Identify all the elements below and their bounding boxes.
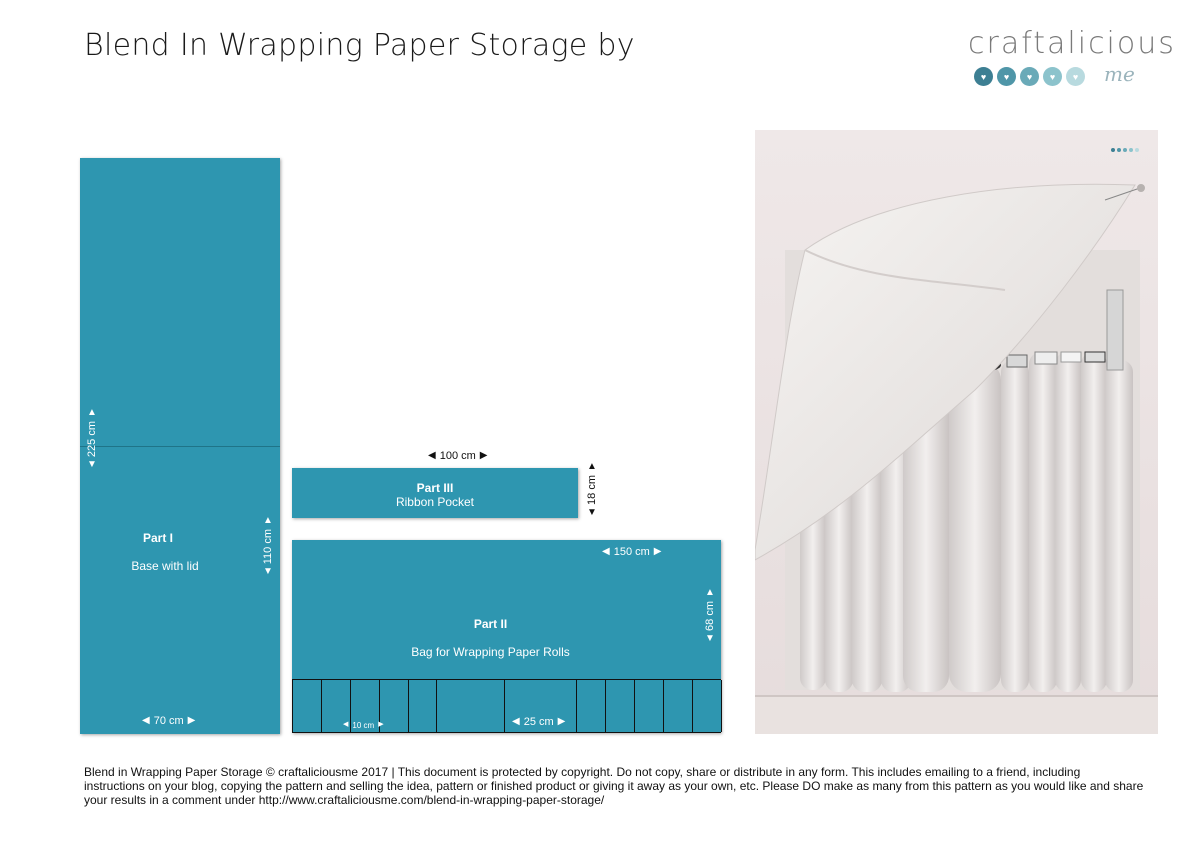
logo-sub: me — [1104, 62, 1135, 86]
pocket-small — [409, 680, 437, 732]
arrow-up-icon: ▲ — [263, 515, 273, 526]
part-2-height-label: 68 cm — [704, 601, 716, 631]
arrow-right-icon: ▶ — [479, 450, 488, 461]
part-2-width-label: 150 cm — [613, 546, 650, 558]
arrow-left-icon: ◀ — [602, 546, 610, 557]
arrow-down-icon: ▼ — [263, 566, 273, 578]
arrow-right-icon: ▶ — [378, 721, 384, 728]
part-3-name: Part III — [416, 481, 454, 495]
brand-logo — [968, 26, 1176, 96]
small-pocket-dimension — [343, 720, 384, 730]
part-3-height-label: 18 cm — [586, 475, 598, 505]
arrow-down-icon: ▼ — [705, 632, 715, 644]
part-1-width-dimension — [142, 715, 195, 727]
part-1-desc: Base with lid — [131, 559, 199, 573]
part-2-desc: Bag for Wrapping Paper Rolls — [411, 645, 570, 659]
part-1-height-label: 225 cm — [86, 421, 98, 458]
pocket-strip — [292, 679, 721, 733]
fold-line — [80, 446, 280, 447]
arrow-down-icon: ▼ — [87, 459, 97, 471]
part-1-fold-label: 110 cm — [262, 529, 274, 565]
product-photo-illustration — [755, 130, 1158, 734]
part-3-width-label: 100 cm — [439, 450, 476, 462]
pocket-small — [293, 680, 322, 732]
part-2-name: Part II — [473, 617, 508, 631]
arrow-right-icon: ▶ — [557, 716, 566, 727]
arrow-left-icon: ◀ — [142, 715, 150, 726]
pocket-small — [693, 680, 722, 732]
copyright-footer: Blend in Wrapping Paper Storage © craftaliciousme 2017 | This document is protected by copyright. Do not copy, share or distribute in any form. This includes emailing to a friend, including instructions on your blog, copying the pattern and selling the idea, pattern or finished product or giving it away as your own, etc. Please DO make as many from this pattern as you would like and share your results in a comment under http://www.craftaliciousme.com/blend-in-wrapping-paper-storage/ — [84, 765, 1144, 807]
heart-icon: ♥ — [1066, 67, 1085, 86]
pocket-small — [664, 680, 693, 732]
part-2-width-dimension — [602, 546, 661, 558]
part-2-height-dimension — [704, 588, 716, 644]
arrow-up-icon: ▲ — [587, 461, 597, 472]
part-1-fold-dimension — [262, 516, 274, 577]
pocket-large — [437, 680, 505, 732]
pocket-small — [577, 680, 606, 732]
part-1-panel — [80, 158, 280, 734]
arrow-left-icon: ◀ — [512, 716, 520, 727]
part-1-width-label: 70 cm — [153, 715, 184, 727]
logo-wordmark: craftalicious — [968, 26, 1176, 61]
part-1-height-dimension — [86, 408, 98, 470]
part-3-height-dimension — [586, 462, 598, 518]
arrow-down-icon: ▼ — [587, 506, 597, 518]
large-pocket-label: 25 cm — [523, 716, 554, 728]
large-pocket-dimension — [512, 716, 565, 728]
page-title: Blend In Wrapping Paper Storage by — [84, 28, 635, 63]
heart-icon: ♥ — [1020, 67, 1039, 86]
part-3-panel — [292, 468, 578, 518]
pocket-small — [635, 680, 664, 732]
logo-dots — [974, 67, 1085, 86]
heart-icon: ♥ — [1043, 67, 1062, 86]
part-3-desc: Ribbon Pocket — [395, 495, 475, 509]
product-photo — [755, 130, 1158, 734]
part-3-width-dimension — [428, 450, 487, 462]
arrow-left-icon: ◀ — [428, 450, 436, 461]
pocket-small — [606, 680, 635, 732]
arrow-left-icon: ◀ — [343, 721, 349, 728]
arrow-right-icon: ▶ — [653, 546, 662, 557]
part-2-panel — [292, 540, 721, 733]
arrow-up-icon: ▲ — [705, 587, 715, 598]
small-pocket-label: 10 cm — [352, 720, 375, 730]
arrow-up-icon: ▲ — [87, 407, 97, 418]
heart-icon: ♥ — [997, 67, 1016, 86]
part-1-name: Part I — [142, 531, 173, 545]
arrow-right-icon: ▶ — [187, 715, 196, 726]
heart-icon: ♥ — [974, 67, 993, 86]
pocket-small — [380, 680, 409, 732]
